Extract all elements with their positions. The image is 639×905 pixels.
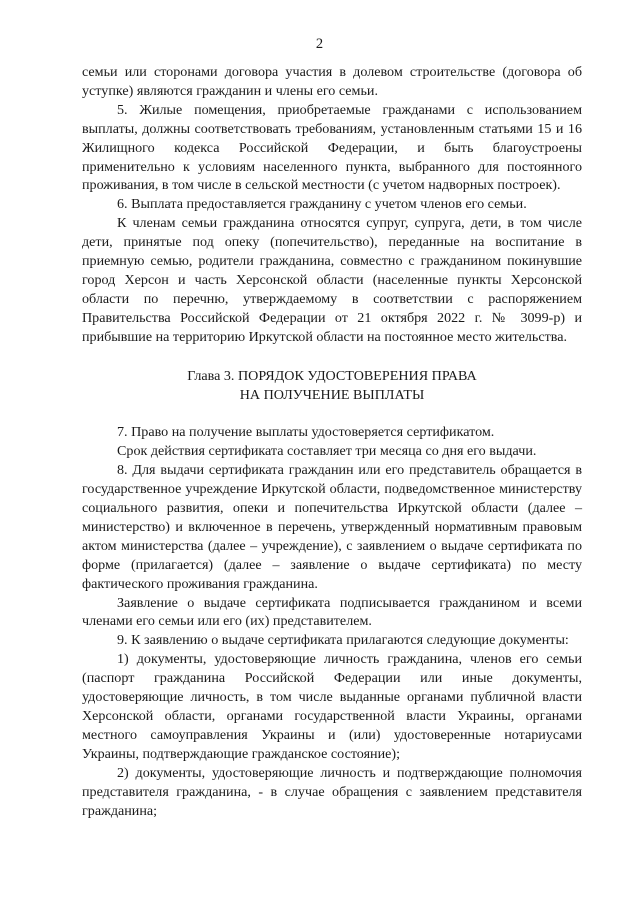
paragraph-continuation: семьи или сторонами договора участия в долевом строительстве (договора об уступке) являются гражданин и члены его семьи.	[82, 64, 582, 99]
chapter-heading-line-1: Глава 3. ПОРЯДОК УДОСТОВЕРЕНИЯ ПРАВА	[187, 367, 477, 384]
paragraph-item-9: 9. К заявлению о выдаче сертификата прилагаются следующие документы:	[117, 632, 569, 649]
paragraph-item-7: 7. Право на получение выплаты удостоверяется сертификатом.	[117, 424, 495, 441]
paragraph-item-6: 6. Выплата предоставляется гражданину с учетом членов его семьи.	[117, 196, 527, 213]
chapter-heading	[82, 367, 582, 405]
paragraph-certificate-term: Срок действия сертификата составляет три месяца со дня его выдачи.	[117, 443, 537, 460]
document-body	[82, 63, 582, 820]
paragraph-item-8: 8. Для выдачи сертификата гражданин или его представитель обращается в государственное учреждение Иркутской области, подведомственное министерству социального развития, опеки и попечительства Иркутской области (далее – министерство) и включенное в перечень, утвержденный нормативным правовым актом министерства (далее – учреждение), с заявлением о выдаче сертификата по форме (прилагается) (далее – заявление о выдаче сертификата) по месту фактического проживания гражданина.	[82, 462, 582, 592]
chapter-heading-line-2: НА ПОЛУЧЕНИЕ ВЫПЛАТЫ	[239, 386, 425, 403]
paragraph-subitem-1: 1) документы, удостоверяющие личность гражданина, членов его семьи (паспорт гражданина Российской Федерации или иные документы, удостоверяющие личность, в том числе выданные органами публичной власти Херсонской области, органами государственной власти Украины, органами местного самоуправления Украины и (или) удостоверенные нотариусами Украины, подтверждающие гражданское состояние);	[82, 651, 582, 762]
paragraph-subitem-2: 2) документы, удостоверяющие личность и подтверждающие полномочия представителя гражданина, - в случае обращения с заявлением представителя гражданина;	[82, 764, 582, 819]
paragraph-item-5: 5. Жилые помещения, приобретаемые гражданами с использованием выплаты, должны соответствовать требованиям, установленным статьями 15 и 16 Жилищного кодекса Российской Федерации, и быть благоустроены применительно к условиям населенного пункта, выбранного для постоянного проживания, в том числе в сельской местности (с учетом надворных построек).	[82, 101, 582, 194]
paragraph-application-signing: Заявление о выдаче сертификата подписывается гражданином и всеми членами его семьи или его (их) представителем.	[82, 594, 582, 630]
page-number: 2	[315, 36, 324, 52]
paragraph-family-members: К членам семьи гражданина относятся супруг, супруга, дети, в том числе дети, принятые под опеку (попечительство), переданные на воспитание в приемную семью, родители гражданина, совместно с гражданином покинувшие город Херсон и часть Херсонской области (населенные пункты Херсонской области по перечню, утверждаемому в соответствии с распоряжением Правительства Российской Федерации от 21 октября 2022 г. № 3099-р) и прибывшие на территорию Иркутской области на постоянное место жительства.	[82, 215, 582, 345]
